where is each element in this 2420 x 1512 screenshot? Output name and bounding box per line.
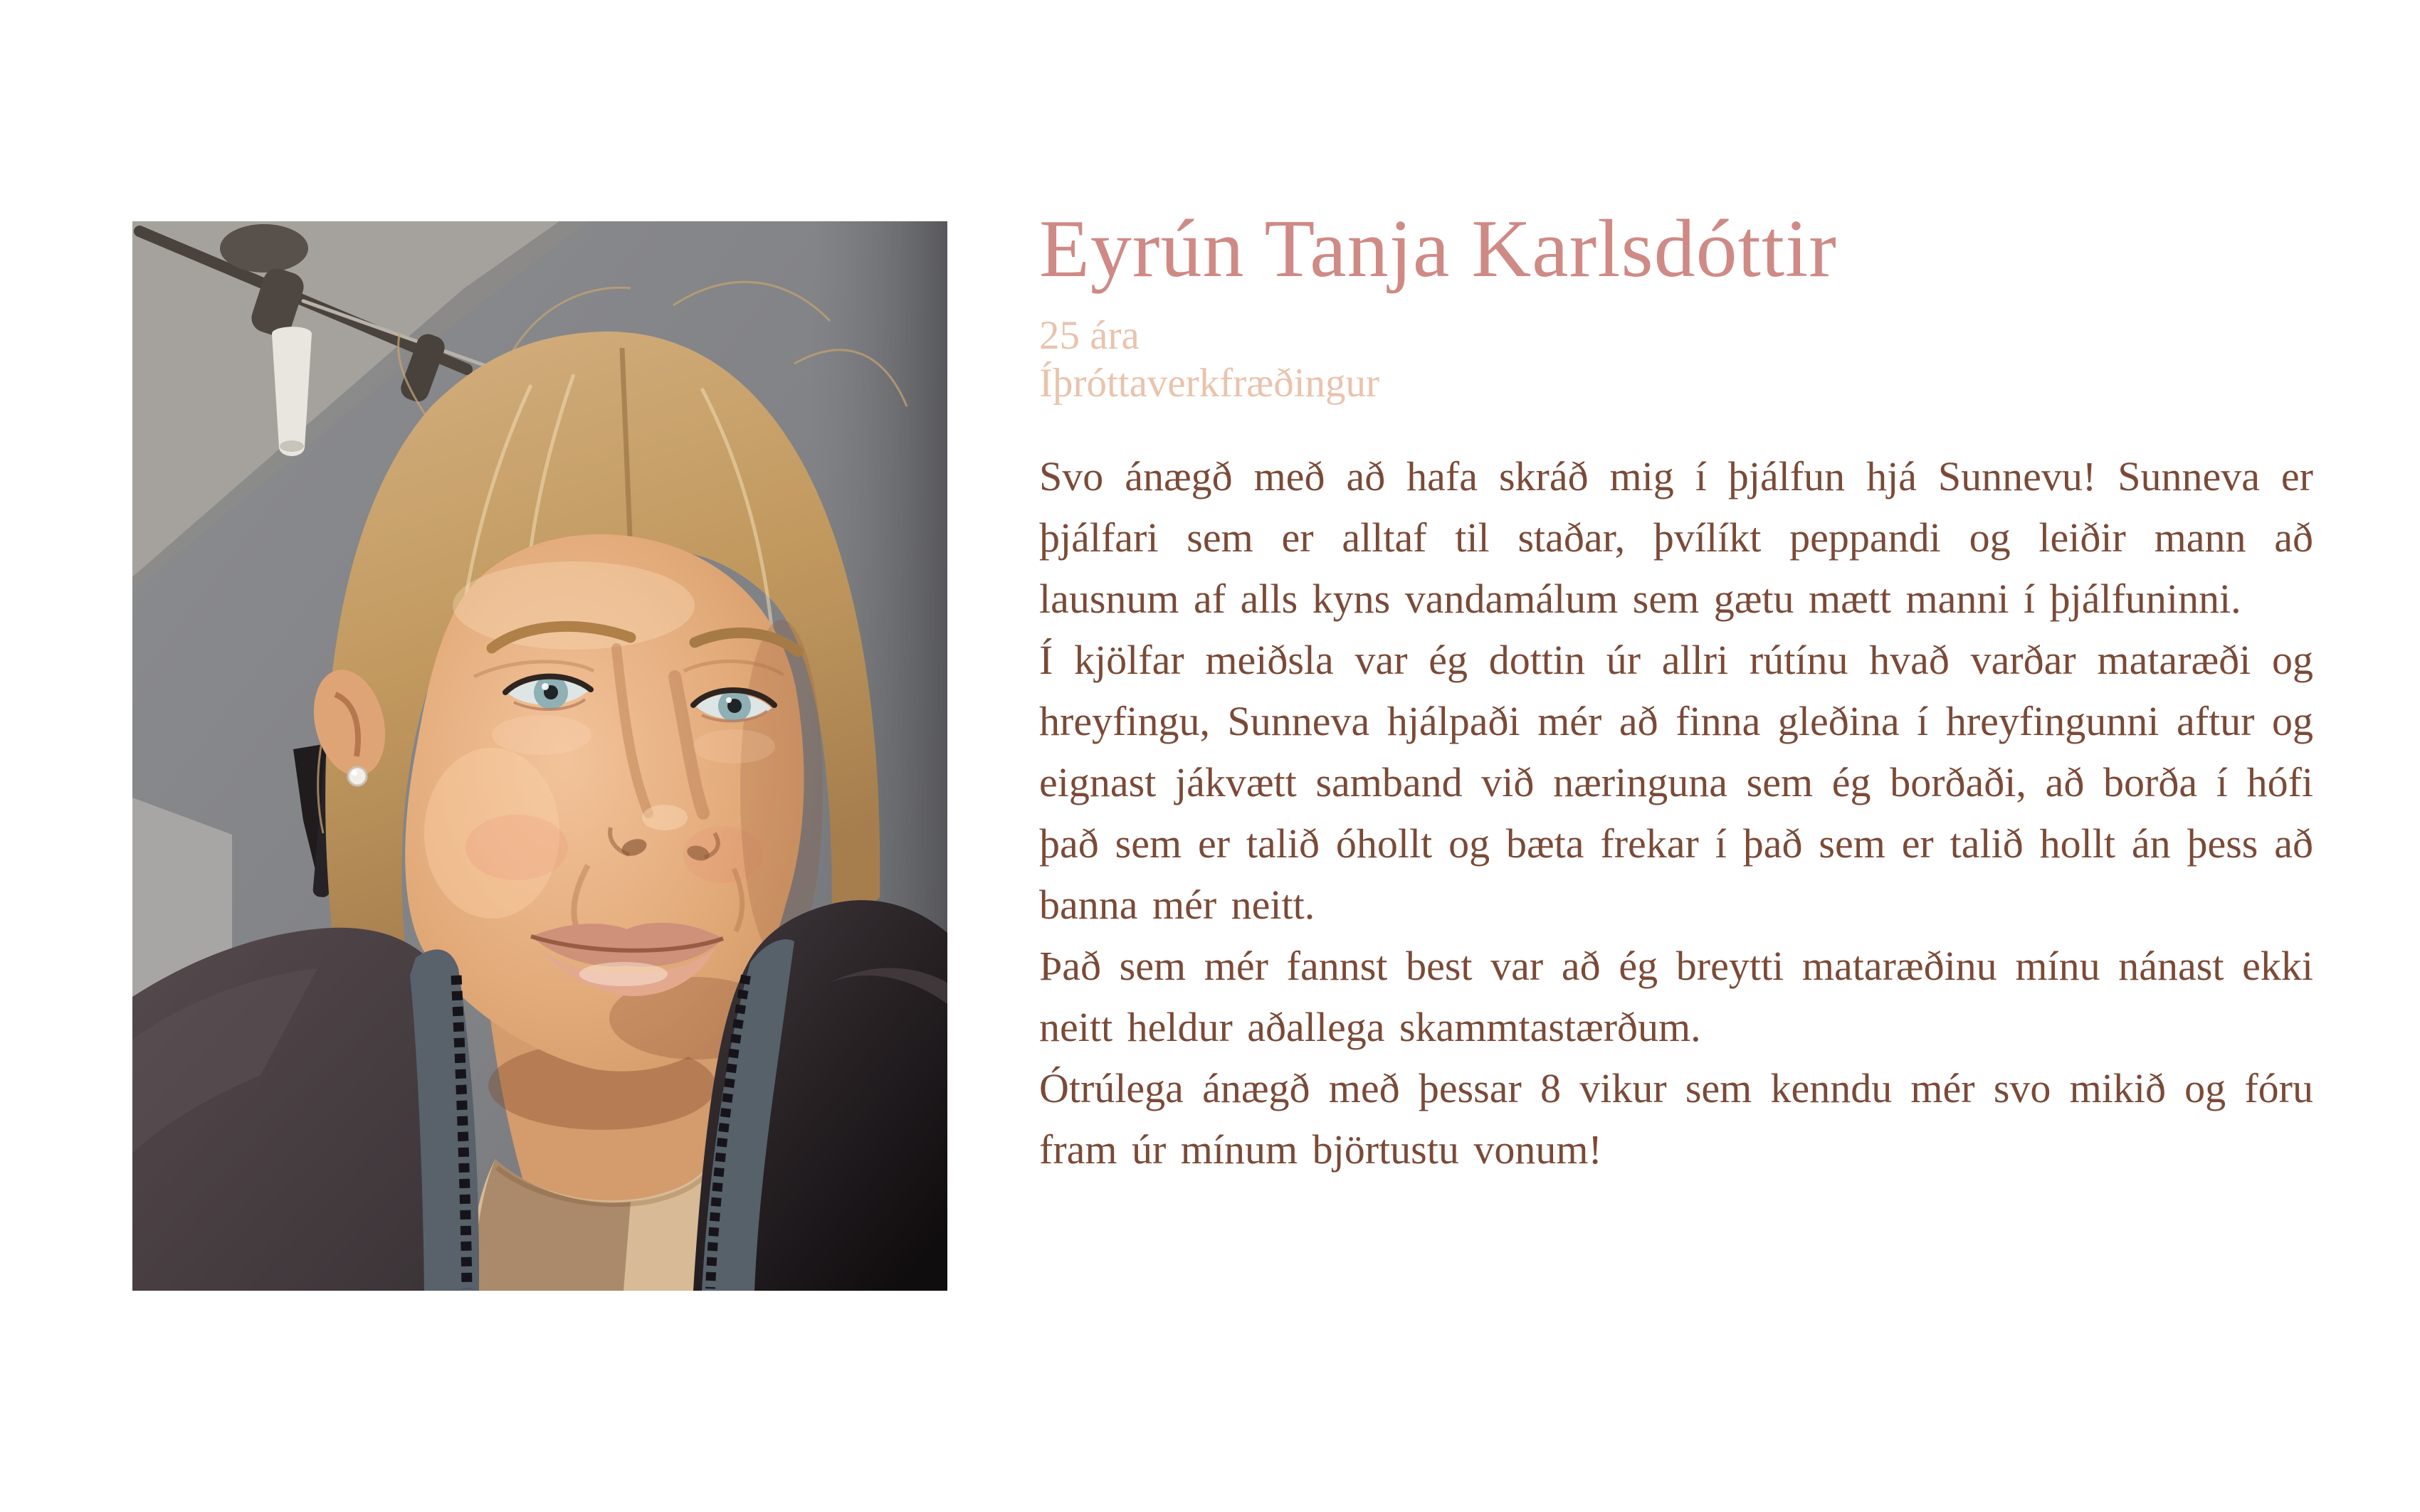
profile-role: Íþróttaverkfræðingur — [1039, 360, 1380, 406]
testimonial-paragraph: Svo ánægð með að hafa skráð mig í þjálfun hjá Sunnevu! Sunneva er þjálfari sem er alltaf til staðar, þvílíkt peppandi og leiðir mann að lausnum af alls kyns vandamálum sem gætu mætt manni í þjálfuninni. — [1039, 453, 2313, 622]
testimonial-paragraph: Í kjölfar meiðsla var ég dottin úr allri rútínu hvað varðar mataræði og hreyfingu, Sunneva hjálpaði mér að finna gleðina í hreyfingunni aftur og eignast jákvætt samband við næringuna sem ég borðaði, að borða í hófi það sem er talið óhollt og bæta frekar í það sem er talið hollt án þess að banna mér neitt. — [1039, 636, 2313, 928]
profile-text-column — [1039, 205, 2313, 1180]
testimonial-text — [1039, 446, 2313, 1180]
profile-age: 25 ára — [1039, 313, 1140, 359]
left-eye — [505, 675, 591, 709]
profile-name: Eyrún Tanja Karlsdóttir — [1039, 203, 1837, 295]
profile-photo — [132, 221, 947, 1291]
profile-subtitle — [1039, 312, 2313, 407]
stud-earring — [348, 767, 367, 786]
fleece-jacket-left — [132, 928, 479, 1291]
testimonial-paragraph: Ótrúlega ánægð með þessar 8 vikur sem kenndu mér svo mikið og fóru fram úr mínum björtustu vonum! — [1039, 1064, 2313, 1173]
testimonial-paragraph: Það sem mér fannst best var að ég breytti mataræðinu mínu nánast ekki neitt heldur aðallega skammtastærðum. — [1039, 942, 2313, 1050]
profile-photo-illustration — [132, 221, 947, 1291]
